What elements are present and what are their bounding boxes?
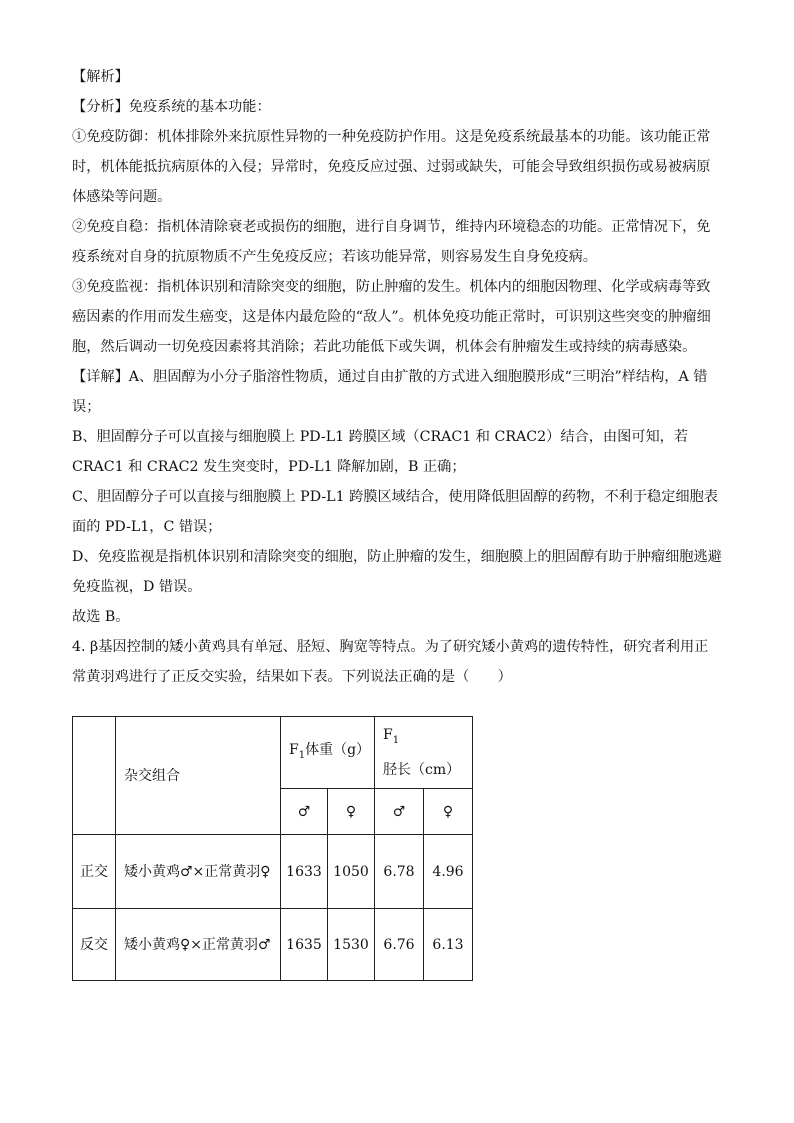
detail-option-c: C、胆固醇分子可以直接与细胞膜上 PD-L1 跨膜区域结合，使用降低胆固醇的药物，不利于稳定细胞表面的 PD-L1，C 错误； <box>72 489 718 535</box>
row-label: 反交 <box>73 909 116 981</box>
detail-option-b: B、胆固醇分子可以直接与细胞膜上 PD-L1 跨膜区域（CRAC1 和 CRAC2）结合，由图可知，若 CRAC1 和 CRAC2 发生突变时，PD-L1 降解加剧，B 正确； <box>72 429 689 475</box>
table-corner-cell <box>73 717 116 835</box>
header-cross-combination: 杂交组合 <box>116 717 281 835</box>
answer-line: 故选 B。 <box>72 609 130 625</box>
cell-weight-female: 1530 <box>328 909 375 981</box>
results-table <box>72 716 473 981</box>
question-4-stem: 4. β基因控制的矮小黄鸡具有单冠、胫短、胸宽等特点。为了研究矮小黄鸡的遗传特性，研究者利用正常黄羽鸡进行了正反交实验，结果如下表。下列说法正确的是（ ） <box>72 639 709 685</box>
header-shin-female: ♀ <box>424 789 473 835</box>
detail-option-d: D、免疫监视是指机体识别和清除突变的细胞，防止肿瘤的发生，细胞膜上的胆固醇有助于肿瘤细胞逃避免疫监视，D 错误。 <box>72 549 722 595</box>
cell-shin-female: 6.13 <box>424 909 473 981</box>
cell-shin-male: 6.78 <box>375 835 424 909</box>
cell-shin-male: 6.76 <box>375 909 424 981</box>
table-row <box>73 909 473 981</box>
row-cross: 矮小黄鸡♂×正常黄羽♀ <box>116 835 281 909</box>
header-shin-male: ♂ <box>375 789 424 835</box>
analysis-summary: 【分析】免疫系统的基本功能： <box>72 99 271 115</box>
cell-weight-female: 1050 <box>328 835 375 909</box>
cell-weight-male: 1633 <box>281 835 328 909</box>
header-weight-female: ♀ <box>328 789 375 835</box>
row-cross: 矮小黄鸡♀×正常黄羽♂ <box>116 909 281 981</box>
cell-shin-female: 4.96 <box>424 835 473 909</box>
analysis-title: 【解析】 <box>72 69 129 85</box>
header-f1-shin-length: $F_1$胫长（cm） <box>375 717 473 789</box>
immune-homeostasis-paragraph: ②免疫自稳：指机体清除衰老或损伤的细胞，进行自身调节，维持内环境稳态的功能。正常情况下，免疫系统对自身的抗原物质不产生免疫反应；若该功能异常，则容易发生自身免疫病。 <box>72 219 711 265</box>
header-f1-weight: $F_1$体重（g） <box>281 717 375 789</box>
immune-defense-paragraph: ①免疫防御：机体排除外来抗原性异物的一种免疫防护作用。这是免疫系统最基本的功能。该功能正常时，机体能抵抗病原体的入侵；异常时，免疫反应过强、过弱或缺失，可能会导致组织损伤或易被病原体感染等问题。 <box>72 129 711 205</box>
immune-surveillance-paragraph: ③免疫监视：指机体识别和清除突变的细胞，防止肿瘤的发生。机体内的细胞因物理、化学或病毒等致癌因素的作用而发生癌变，这是体内最危险的“敌人”。机体免疫功能正常时，可识别这些突变的肿瘤细胞，然后调动一切免疫因素将其消除；若此功能低下或失调，机体会有肿瘤发生或持续的病毒感染。 <box>72 279 711 355</box>
header-weight-male: ♂ <box>281 789 328 835</box>
row-label: 正交 <box>73 835 116 909</box>
document-body <box>72 62 722 692</box>
cell-weight-male: 1635 <box>281 909 328 981</box>
table-row <box>73 835 473 909</box>
detail-option-a: 【详解】A、胆固醇为小分子脂溶性物质，通过自由扩散的方式进入细胞膜形成“三明治”样结构，A 错误； <box>72 369 708 415</box>
